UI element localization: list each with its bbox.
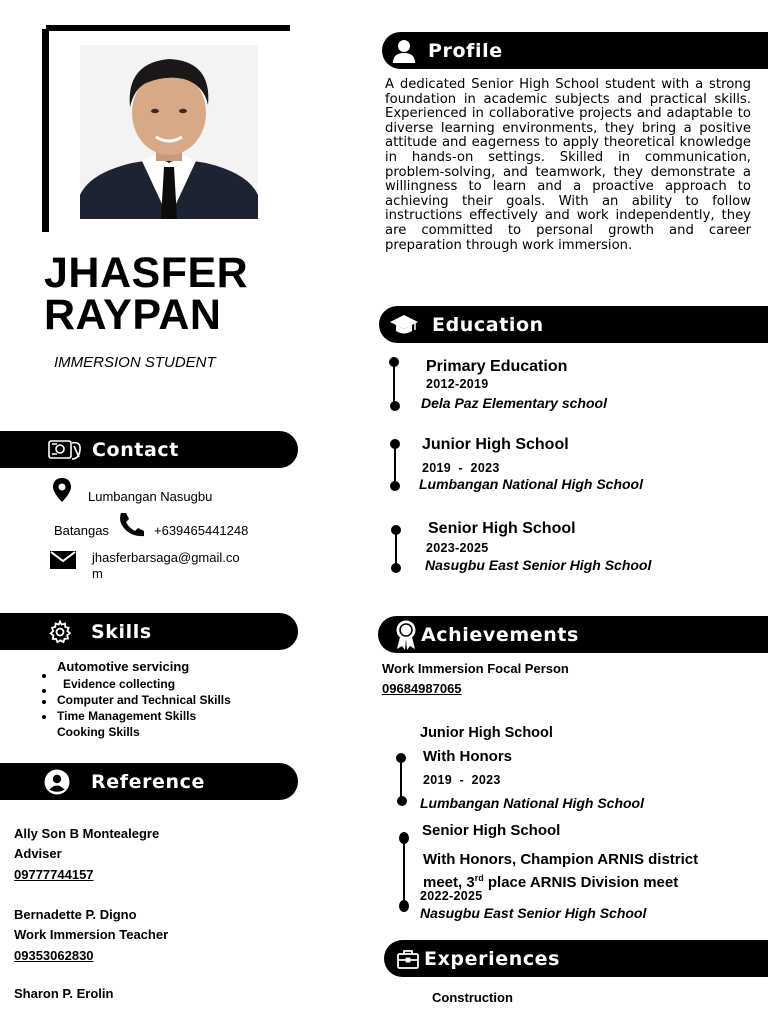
mail-icon: [50, 551, 76, 574]
bullet: [42, 674, 46, 678]
skill-item: Time Management Skills: [57, 709, 197, 723]
user-icon: [393, 39, 415, 63]
achievement-school: Lumbangan National High School: [420, 795, 644, 811]
education-header: [379, 306, 768, 343]
photo-frame-top: [46, 25, 290, 31]
skill-item: Automotive servicing: [57, 659, 190, 674]
timeline-line: [393, 362, 395, 404]
timeline-line: [400, 758, 402, 800]
reference-title: Reference: [91, 770, 206, 793]
bullet: [42, 715, 46, 719]
achievement-heading: Junior High School: [420, 725, 553, 741]
experiences-title: Experiences: [424, 947, 561, 970]
experiences-header: [384, 940, 768, 977]
gear-icon: [48, 620, 72, 644]
bullet: [42, 700, 46, 704]
last-name: RAYPAN: [44, 291, 222, 339]
reference-name: Sharon P. Erolin: [14, 986, 114, 1001]
reference-header: [0, 763, 298, 800]
reference-phone[interactable]: 09353062830: [14, 947, 94, 963]
award-line-2a: meet, 3: [423, 874, 475, 891]
skill-item: Computer and Technical Skills: [57, 693, 231, 707]
award-ribbon-icon: [395, 620, 417, 650]
timeline-line: [394, 444, 396, 486]
contact-title: Contact: [92, 438, 179, 461]
timeline-line: [403, 840, 405, 906]
education-level: Primary Education: [426, 358, 568, 375]
graduation-cap-icon: [390, 314, 418, 336]
skills-title: Skills: [91, 620, 152, 643]
email-address[interactable]: [92, 550, 240, 582]
reference-2: [14, 905, 168, 966]
education-school: Dela Paz Elementary school: [421, 395, 607, 411]
education-school: Nasugbu East Senior High School: [425, 557, 652, 573]
contact-card-icon: [48, 437, 82, 463]
email-line-2: m: [92, 566, 103, 581]
applicant-name: [44, 249, 249, 339]
achievement-years: 2022-2025: [420, 889, 483, 903]
timeline-dot: [391, 563, 401, 573]
award-line-2b: place ARNIS Division meet: [483, 874, 679, 891]
achievement-school: Nasugbu East Senior High School: [420, 905, 647, 921]
profile-photo: [80, 45, 258, 219]
profile-title: Profile: [428, 39, 503, 62]
award-line-1: With Honors, Champion ARNIS district: [423, 851, 699, 868]
skill-item: Evidence collecting: [63, 677, 176, 691]
person-circle-icon: [44, 769, 70, 795]
experience-item: Construction: [432, 990, 513, 1005]
reference-role: Adviser: [14, 846, 62, 862]
education-level: Junior High School: [422, 436, 569, 453]
briefcase-icon: [397, 949, 419, 969]
timeline-dot: [390, 401, 400, 411]
address-line-2: Batangas: [54, 523, 109, 538]
address-line-1: Lumbangan Nasugbu: [88, 489, 213, 504]
reference-name: Bernadette P. Digno: [14, 907, 137, 922]
education-years: 2019 - 2023: [422, 461, 500, 475]
timeline-dot: [399, 900, 409, 912]
award-ordinal: rd: [474, 873, 484, 883]
achievement-award: [423, 851, 698, 892]
achievements-title: Achievements: [421, 623, 579, 646]
phone-icon: [117, 512, 145, 542]
achievements-header: [378, 616, 768, 653]
education-level: Senior High School: [428, 520, 576, 537]
photo-frame-left: [42, 29, 49, 232]
focal-person-label: Work Immersion Focal Person: [382, 661, 569, 676]
profile-header: [382, 32, 768, 69]
skills-header: [0, 613, 298, 650]
reference-phone[interactable]: 09777744157: [14, 866, 94, 882]
education-years: 2012-2019: [426, 377, 489, 391]
timeline-dot: [390, 481, 400, 491]
achievement-years: 2019 - 2023: [423, 773, 501, 787]
education-title: Education: [432, 313, 544, 336]
education-years: 2023-2025: [426, 541, 489, 555]
achievement-award: With Honors: [423, 748, 513, 765]
education-school: Lumbangan National High School: [419, 476, 643, 492]
timeline-dot: [397, 796, 407, 806]
applicant-role: IMMERSION STUDENT: [54, 354, 216, 371]
achievement-heading: Senior High School: [422, 822, 561, 839]
contact-header: [0, 431, 298, 468]
phone-number[interactable]: +639465441248: [154, 523, 249, 538]
email-line-1: jhasferbarsaga@gmail.co: [92, 550, 240, 565]
reference-role: Work Immersion Teacher: [14, 927, 169, 943]
reference-name: Ally Son B Montealegre: [14, 826, 160, 841]
skill-item: Cooking Skills: [57, 725, 140, 739]
reference-1: [14, 824, 159, 885]
bullet: [42, 689, 46, 693]
profile-summary: A dedicated Senior High School student with a strong foundation in academic subjects and practical skills. Experienced in collaborative projects and adaptable to diverse learning environments, they bring a positive attitude and eagerness to apply theoretical knowledge in hands-on settings. Skilled in communication, problem-solving, and teamwork, they demonstrate a willingness to learn and a proactive approach to achieving their goals. With an ability to follow instructions effectively and work independently, they are committed to personal growth and career preparation through work immersion.: [385, 77, 751, 253]
first-name: JHASFER: [44, 249, 249, 297]
focal-person-phone[interactable]: 09684987065: [382, 681, 462, 696]
location-pin-icon: [53, 478, 71, 507]
